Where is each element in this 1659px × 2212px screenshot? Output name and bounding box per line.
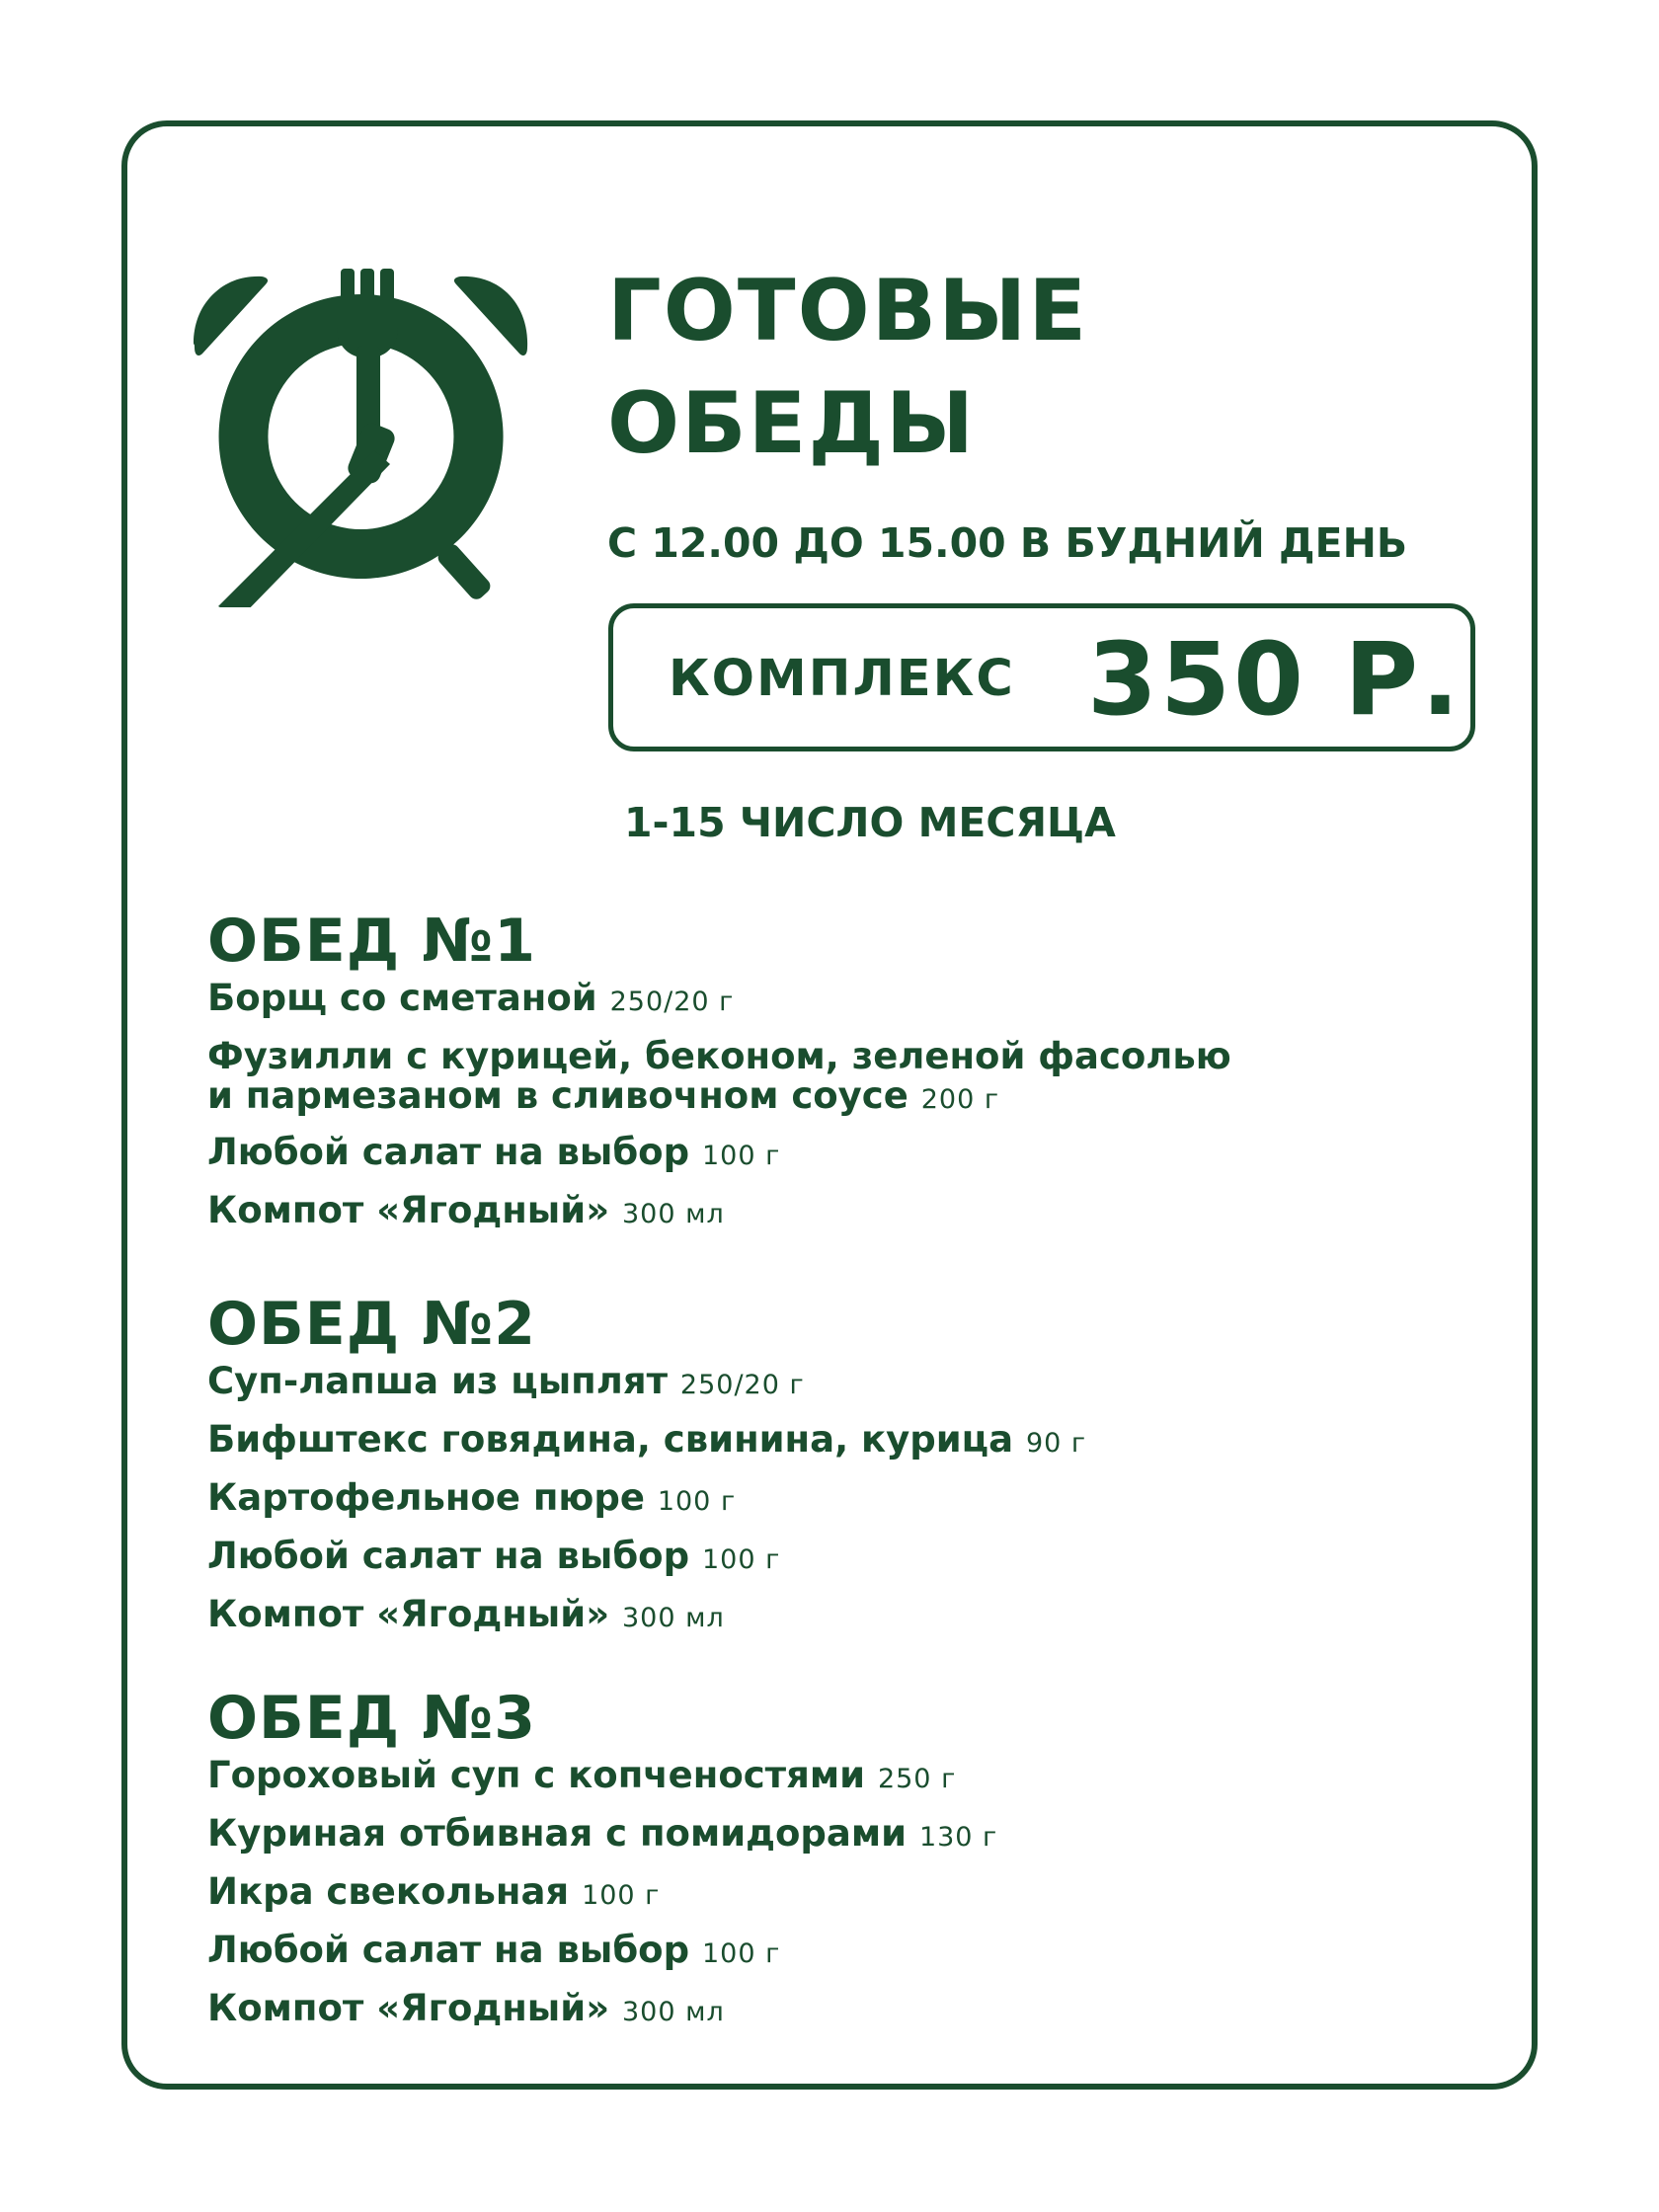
price-label: КОМПЛЕКС — [669, 650, 1015, 708]
menu-item — [207, 1594, 1491, 1639]
menu-item — [207, 1755, 1491, 1800]
lunch-title: ОБЕД №2 — [207, 1290, 536, 1359]
menu-item — [207, 1988, 1491, 2033]
item-name: Борщ со сметаной — [207, 977, 597, 1019]
item-name: Икра свекольная — [207, 1870, 570, 1913]
menu-item — [207, 1477, 1491, 1523]
item-qty: 300 мл — [621, 1603, 725, 1633]
item-name: Любой салат на выбор — [207, 1535, 690, 1577]
lunch-title: ОБЕД №3 — [207, 1684, 536, 1753]
period-text: 1-15 ЧИСЛО МЕСЯЦА — [624, 799, 1116, 846]
item-qty: 100 г — [701, 1938, 781, 1969]
item-name-line-1: Фузилли с курицей, беконом, зеленой фасолью — [207, 1035, 1231, 1077]
item-qty: 100 г — [701, 1141, 781, 1171]
lunch-section-1 — [207, 907, 1491, 1248]
title-line-2: ОБЕДЫ — [607, 374, 977, 473]
lunch-title: ОБЕД №1 — [207, 907, 536, 976]
menu-item — [207, 978, 1491, 1023]
item-name: Суп-лапша из цыплят — [207, 1360, 669, 1402]
item-qty: 100 г — [582, 1880, 661, 1911]
item-qty: 300 мл — [621, 1997, 725, 2027]
menu-item — [207, 1536, 1491, 1581]
item-name: Компот «Ягодный» — [207, 1189, 610, 1231]
item-qty: 100 г — [657, 1486, 737, 1517]
menu-item — [207, 1871, 1491, 1917]
item-qty: 130 г — [918, 1822, 998, 1853]
page-title — [607, 255, 1088, 480]
menu-item — [207, 1036, 1491, 1119]
item-name: Картофельное пюре — [207, 1476, 645, 1519]
item-qty: 200 г — [920, 1084, 1000, 1115]
item-name: Куриная отбивная с помидорами — [207, 1812, 908, 1855]
menu-item — [207, 1361, 1491, 1406]
item-name: Бифштекс говядина, свинина, курица — [207, 1418, 1014, 1461]
menu-item — [207, 1813, 1491, 1858]
menu-item — [207, 1930, 1491, 1975]
alarm-clock-with-fork-icon — [191, 267, 531, 607]
menu-item — [207, 1190, 1491, 1235]
item-name: Любой салат на выбор — [207, 1929, 690, 1971]
price-value: 350 Р. — [1087, 621, 1462, 739]
lunch-section-2 — [207, 1290, 1491, 1652]
item-name: Компот «Ягодный» — [207, 1593, 610, 1635]
item-qty: 250/20 г — [609, 987, 735, 1017]
menu-item — [207, 1419, 1491, 1464]
item-name: Компот «Ягодный» — [207, 1987, 610, 2029]
hours-text: С 12.00 ДО 15.00 В БУДНИЙ ДЕНЬ — [607, 519, 1408, 567]
price-box — [608, 603, 1475, 751]
item-name: Гороховый суп с копченостями — [207, 1754, 866, 1796]
lunch-section-3 — [207, 1684, 1491, 2046]
item-qty: 100 г — [701, 1544, 781, 1575]
item-qty: 250 г — [877, 1764, 957, 1794]
item-qty: 300 мл — [621, 1199, 725, 1229]
menu-item — [207, 1132, 1491, 1177]
item-name-line-2: и пармезаном в сливочном соусе — [207, 1074, 908, 1117]
item-name: Любой салат на выбор — [207, 1131, 690, 1173]
title-line-1: ГОТОВЫЕ — [607, 262, 1089, 360]
item-qty: 250/20 г — [679, 1370, 805, 1400]
item-qty: 90 г — [1025, 1428, 1087, 1459]
